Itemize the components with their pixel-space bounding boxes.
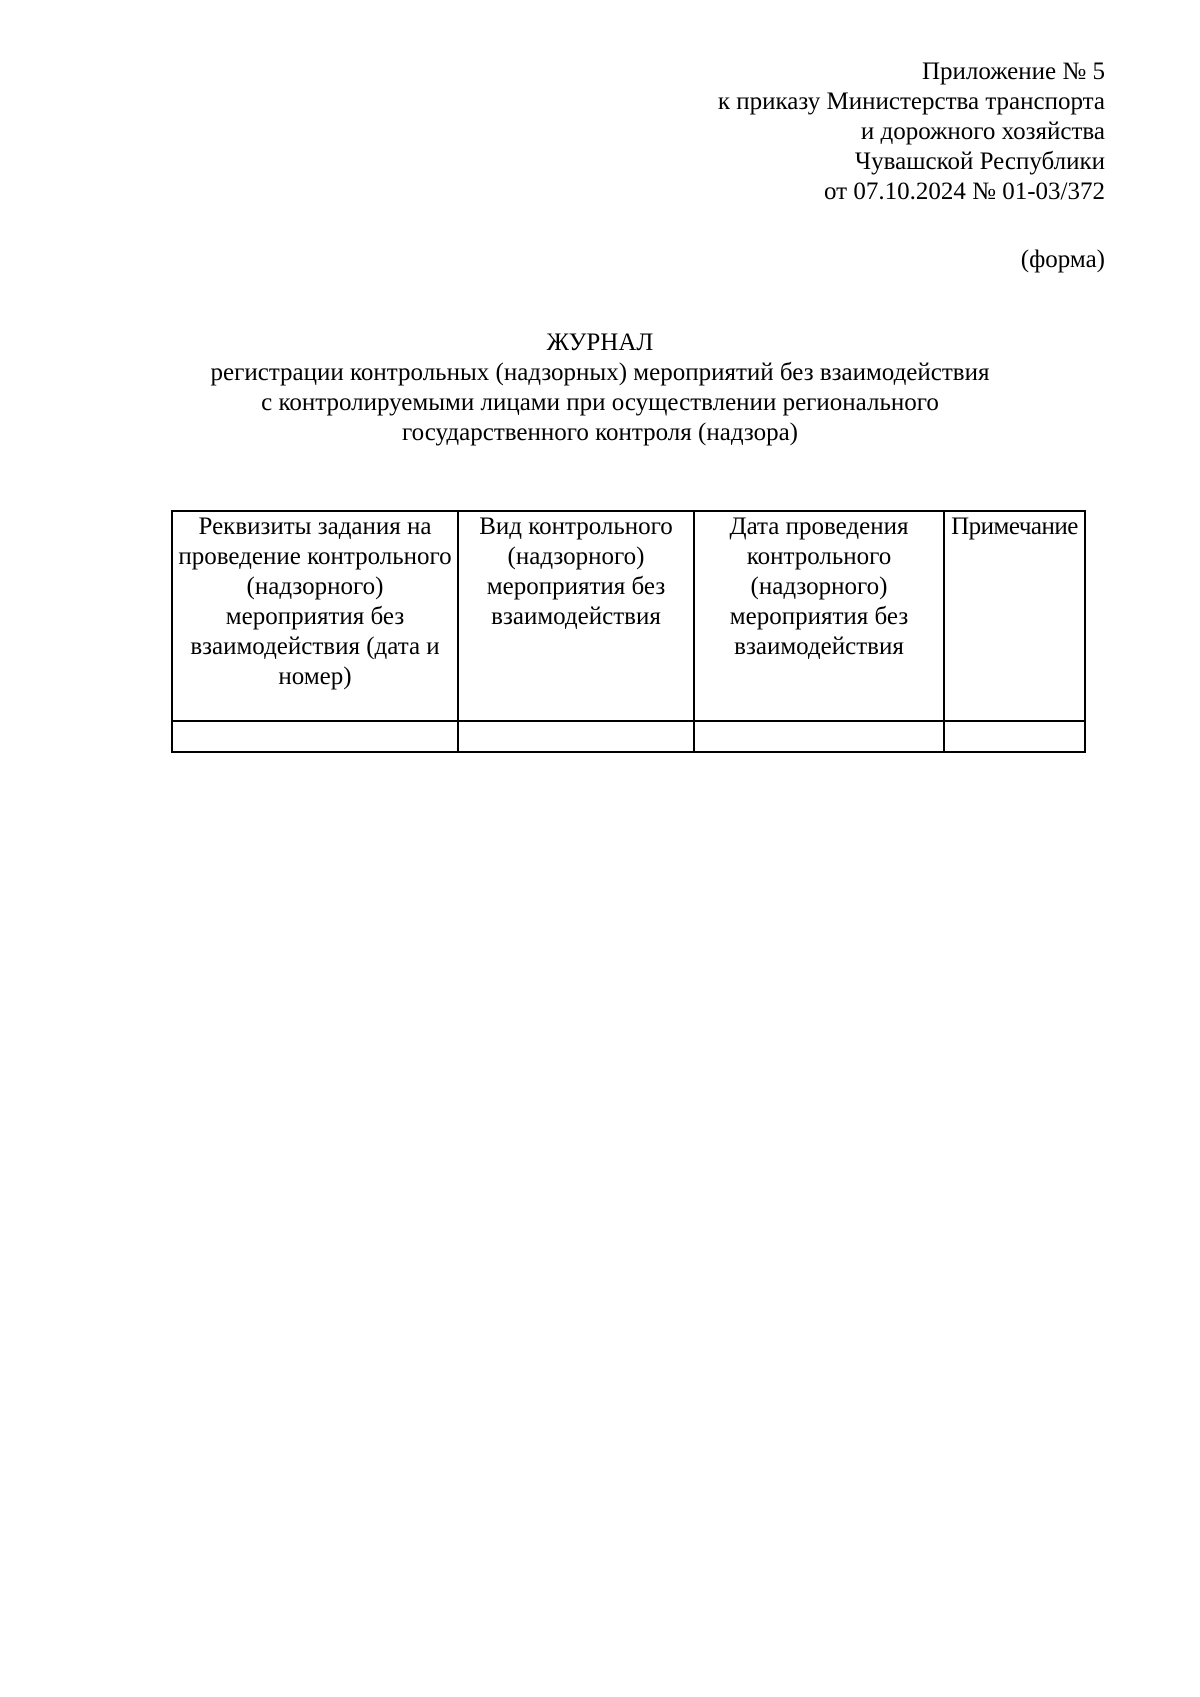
header-event-date: Дата проведения контрольного (надзорного) мероприятия без взаимодействия [694,511,944,721]
appendix-block [718,57,1105,207]
table-cell[interactable] [694,721,944,752]
document-title [0,328,1200,448]
journal-table [171,510,1086,753]
appendix-republic: Чувашской Республики [854,148,1105,175]
appendix-number: Приложение № 5 [921,58,1105,85]
title-line-2: с контролируемыми лицами при осуществлении регионального [261,389,939,416]
table-header-row [172,511,1085,721]
table-cell[interactable] [458,721,694,752]
appendix-order-date: от 07.10.2024 № 01-03/372 [824,178,1105,205]
table-cell[interactable] [944,721,1085,752]
header-assignment-details: Реквизиты задания на проведение контрольного (надзорного) мероприятия без взаимодействия (дата и номер) [172,511,458,721]
appendix-order-ref: к приказу Министерства транспорта [717,88,1105,115]
table-cell[interactable] [172,721,458,752]
title-heading: ЖУРНАЛ [546,329,654,356]
table-row [172,721,1085,752]
header-note: Примечание [944,511,1085,721]
header-event-type: Вид контрольного (надзорного) мероприятия без взаимодействия [458,511,694,721]
form-label: (форма) [1020,246,1105,273]
title-line-1: регистрации контрольных (надзорных) мероприятий без взаимодействия [210,359,990,386]
title-line-3: государственного контроля (надзора) [401,419,799,446]
appendix-ministry: и дорожного хозяйства [860,118,1105,145]
